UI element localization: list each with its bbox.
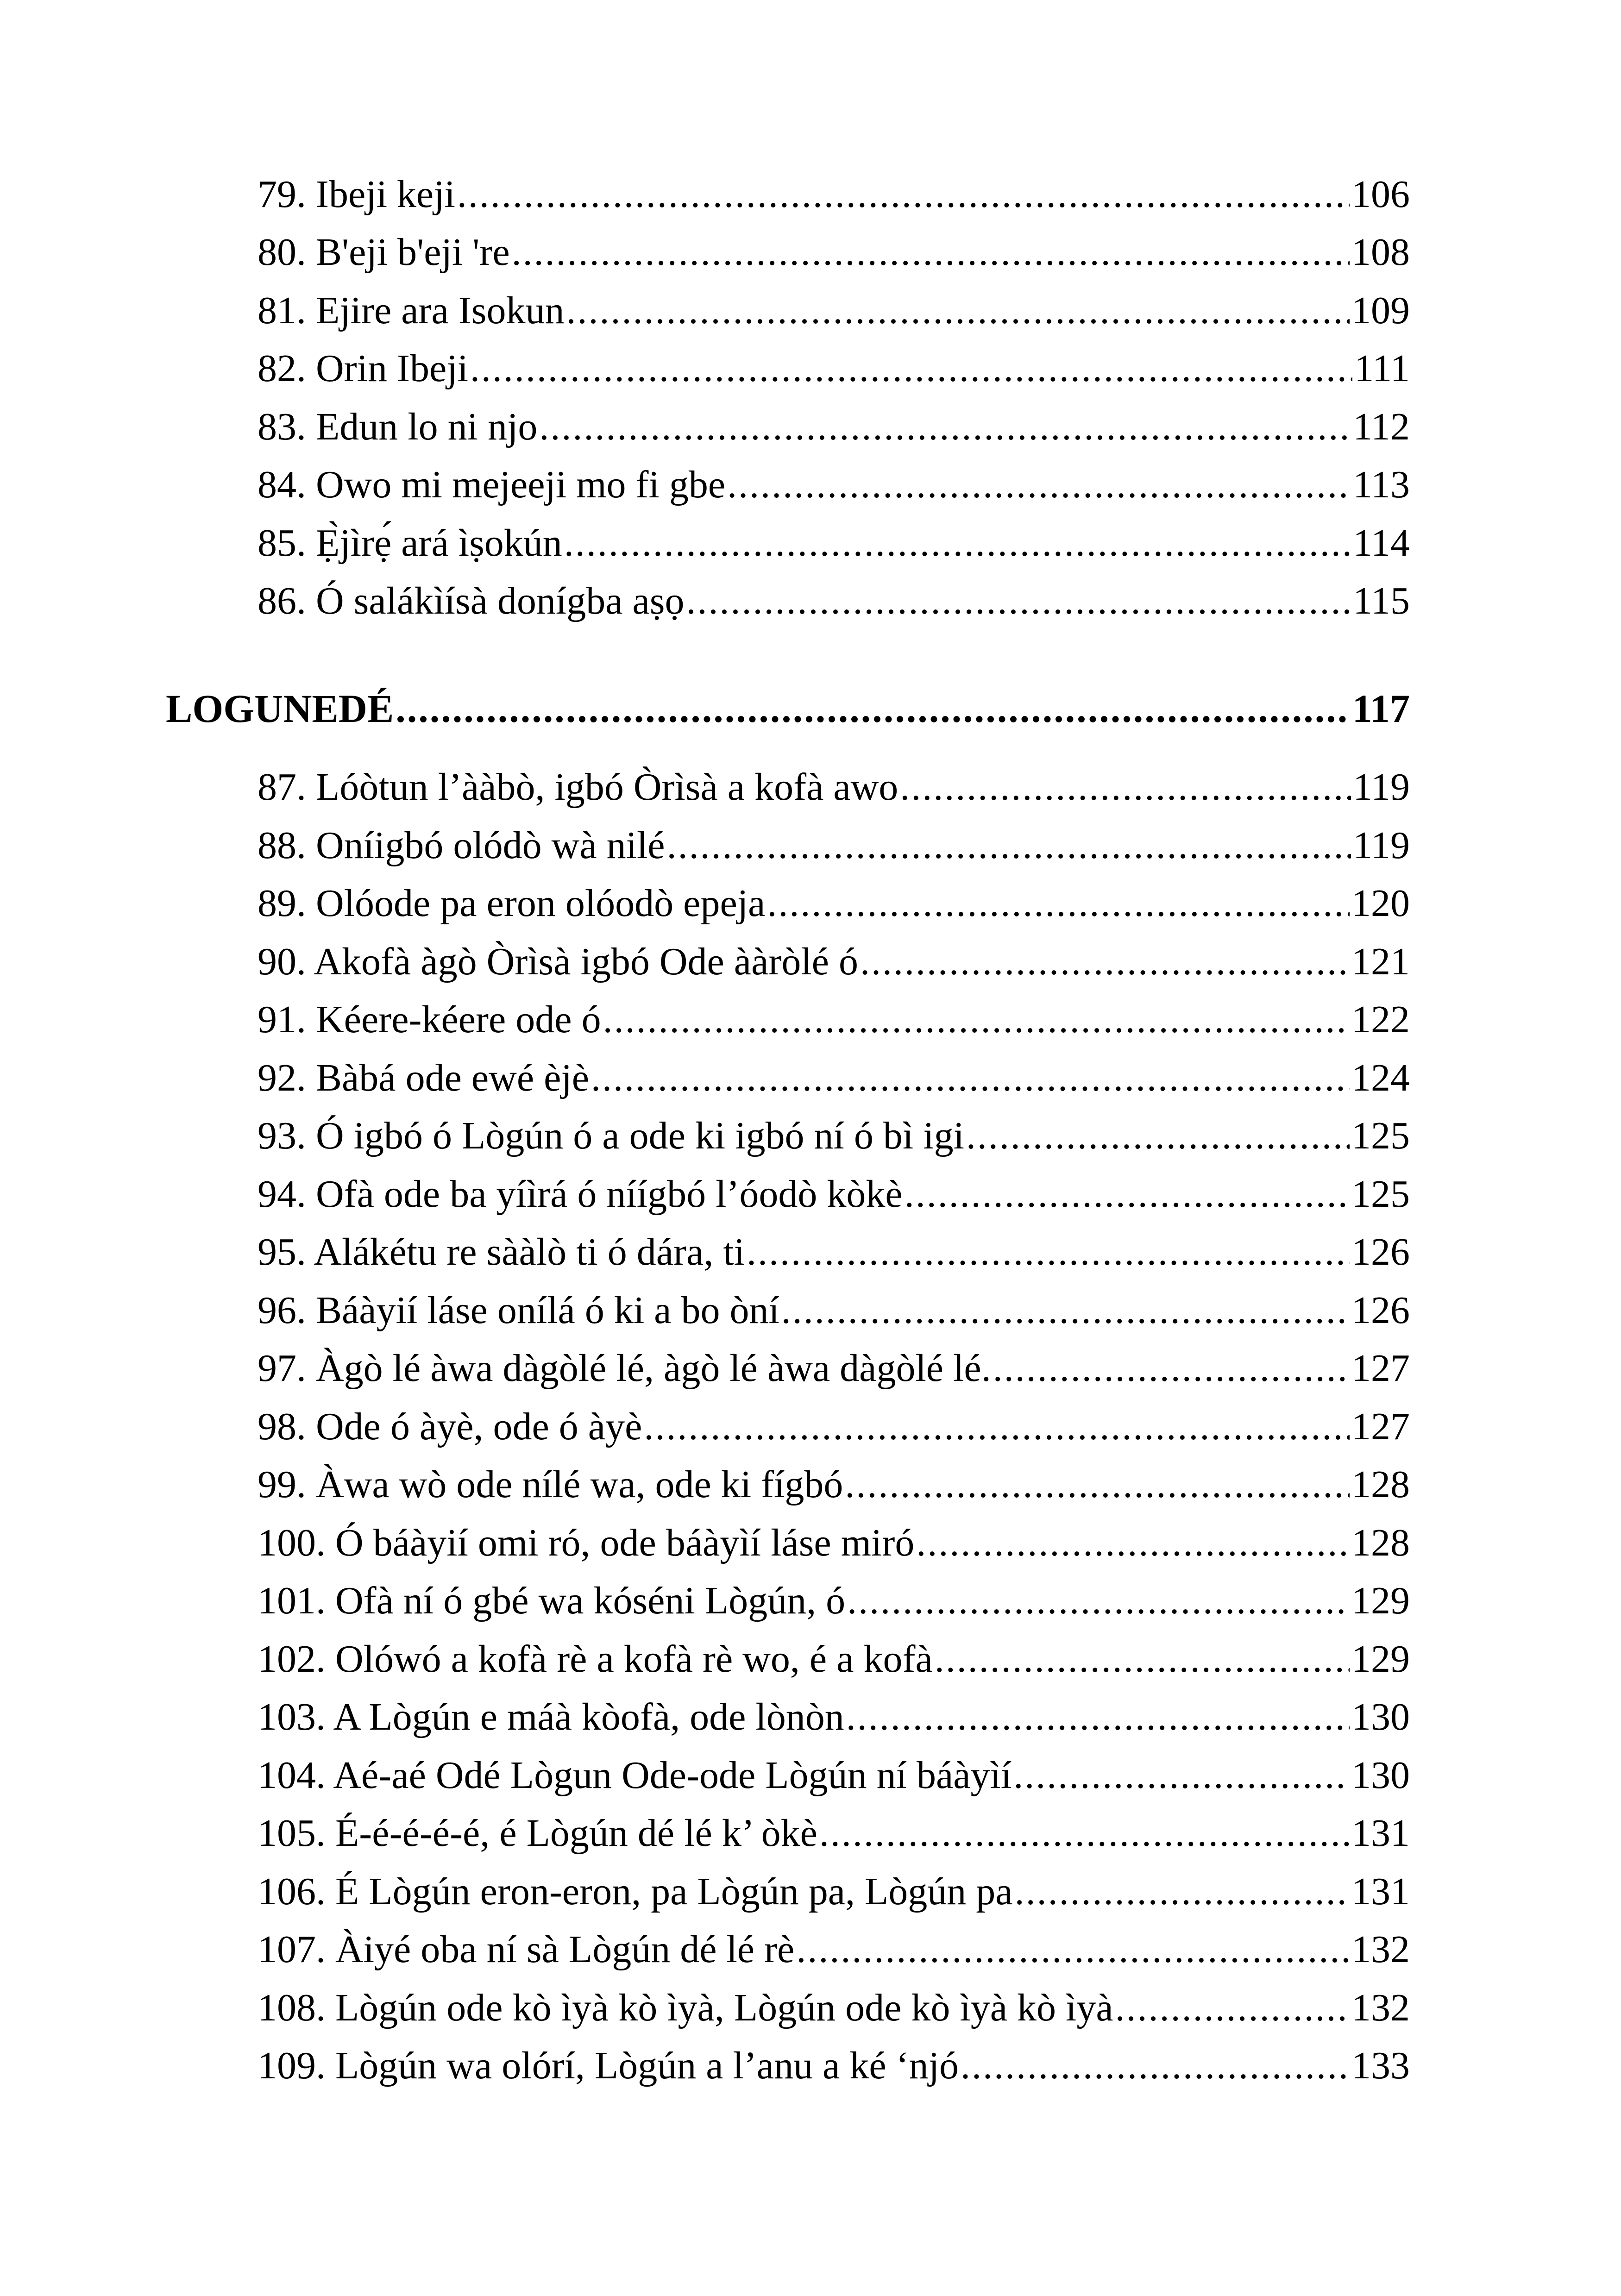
toc-dot-leader [747, 1227, 1350, 1278]
toc-entry [258, 1982, 1410, 2033]
toc-entry-page: 133 [1351, 2044, 1410, 2087]
toc-entry-title: 108. Lògún ode kò ìyà kò ìyà, Lògún ode kò ìyà kò ìyà [258, 1986, 1113, 2029]
toc-entry [258, 1227, 1410, 1278]
toc-entry-title: 94. Ofà ode ba yíìrá ó níígbó l’óodò kòkè [258, 1173, 903, 1216]
toc-entry-page: 130 [1351, 1695, 1410, 1738]
toc-entry-title: 100. Ó báàyií omi ró, ode báàyìí láse miró [258, 1521, 915, 1564]
toc-entry [258, 459, 1410, 510]
toc-entry [258, 169, 1410, 220]
toc-dot-leader [1013, 1750, 1350, 1801]
toc-entry-page: 112 [1353, 405, 1410, 448]
toc-entry-page: 130 [1351, 1754, 1410, 1797]
toc-entry-title: 98. Ode ó àyè, ode ó àyè [258, 1405, 642, 1448]
toc-entry-page: 125 [1351, 1173, 1410, 1216]
toc-entry-title: 106. É Lògún eron-eron, pa Lògún pa, Lògún pa [258, 1870, 1013, 1913]
toc-entry-page: 126 [1351, 1230, 1410, 1273]
toc-entry [258, 1924, 1410, 1975]
toc-dot-leader [819, 1808, 1350, 1859]
toc-entry-page: 127 [1351, 1405, 1410, 1448]
toc-dot-leader [512, 227, 1350, 278]
toc-dot-leader [845, 1459, 1350, 1510]
toc-entry [258, 576, 1410, 627]
toc-entry [258, 1866, 1410, 1917]
toc-entry-page: 129 [1351, 1579, 1410, 1622]
toc-entry [258, 1169, 1410, 1220]
toc-entry-page: 113 [1353, 463, 1410, 506]
toc-dot-leader [900, 762, 1351, 813]
toc-dot-leader [846, 1692, 1350, 1743]
toc-dot-leader [916, 1518, 1350, 1568]
toc-entry-title: 104. Aé-aé Odé Lògun Ode-ode Lògún ní báàyìí [258, 1754, 1012, 1797]
toc-dot-leader [781, 1285, 1350, 1336]
toc-entry [258, 1285, 1410, 1336]
toc-entry [258, 285, 1410, 336]
toc-entry-title: 80. B'eji b'eji 're [258, 231, 510, 274]
toc-dot-leader [539, 401, 1351, 452]
toc-entry-title: 96. Báàyií láse onílá ó ki a bo òní [258, 1289, 779, 1332]
toc-entry-title: 87. Lóòtun l’ààbò, igbó Òrìsà a kofà awo [258, 765, 898, 809]
toc-entry [258, 1053, 1410, 1104]
toc-entry [258, 1110, 1410, 1161]
toc-dot-leader [470, 343, 1352, 394]
toc-entry [258, 936, 1410, 987]
toc-entry [258, 227, 1410, 278]
toc-entry-title: 83. Edun lo ni njo [258, 405, 538, 448]
toc-entry-title: 85. Ẹ̀jìrẹ́ ará ìṣokún [258, 521, 562, 565]
toc-entry-title: 79. Ibeji keji [258, 173, 455, 216]
toc-dot-leader [686, 576, 1351, 627]
toc-entry [258, 1343, 1410, 1394]
toc-entry [258, 1575, 1410, 1626]
toc-dot-leader [603, 994, 1350, 1045]
toc-entry-page: 111 [1354, 347, 1410, 390]
toc-entry-page: 108 [1351, 231, 1410, 274]
toc-entry-title: 82. Orin Ibeji [258, 347, 468, 390]
toc-entry-page: 125 [1351, 1114, 1410, 1157]
toc-dot-leader [564, 518, 1351, 569]
toc-dot-leader [905, 1169, 1350, 1220]
toc-entry [258, 1750, 1410, 1801]
toc-entry-page: 106 [1351, 173, 1410, 216]
toc-dot-leader [993, 1343, 1350, 1394]
toc-entry [258, 1634, 1410, 1685]
toc-entry-title: 105. É-é-é-é-é, é Lògún dé lé k’ òkè [258, 1812, 817, 1855]
toc-dot-leader [1115, 1982, 1350, 2033]
toc-entry-page: 128 [1351, 1463, 1410, 1506]
toc-entry [258, 2040, 1410, 2091]
toc-dot-leader [667, 820, 1351, 871]
toc-entry-title: 107. Àiyé oba ní sà Lògún dé lé rè [258, 1928, 795, 1971]
toc-entry-page: 129 [1351, 1637, 1410, 1681]
toc-entry [258, 994, 1410, 1045]
toc-entry-title: 89. Olóode pa eron olóodò epeja [258, 882, 766, 925]
toc-entry-title: 86. Ó salákìísà donígba aṣọ [258, 579, 685, 622]
toc-entry-page: 114 [1353, 521, 1410, 565]
toc-dot-leader [457, 169, 1350, 220]
toc-entry [258, 1692, 1410, 1743]
toc-entry-title: 93. Ó igbó ó Lògún ó a ode ki igbó ní ó bì igi [258, 1114, 964, 1157]
toc-section-title: LOGUNEDÉ [166, 686, 394, 731]
toc-entry-title: 92. Bàbá ode ewé èjè [258, 1056, 590, 1099]
toc-entry-page: 126 [1351, 1289, 1410, 1332]
toc-entry [258, 762, 1410, 813]
toc-entry [258, 401, 1410, 452]
toc-entry-page: 132 [1351, 1986, 1410, 2029]
toc-entry-title: 95. Alákétu re sààlò ti ó dára, ti [258, 1230, 745, 1273]
toc-dot-leader [935, 1634, 1350, 1685]
toc-entry-page: 124 [1351, 1056, 1410, 1099]
toc-entry [258, 518, 1410, 569]
toc-dot-leader [767, 878, 1350, 929]
toc-dot-leader [1015, 1866, 1350, 1917]
toc-entry [258, 1808, 1410, 1859]
toc-dot-leader [396, 683, 1351, 734]
toc-entry [258, 343, 1410, 394]
toc-entry-title: 102. Olówó a kofà rè a kofà rè wo, é a kofà [258, 1637, 933, 1681]
toc-entry-page: 131 [1351, 1870, 1410, 1913]
toc-entry-page: 121 [1351, 940, 1410, 983]
toc-entry-page: 120 [1351, 882, 1410, 925]
toc-dot-leader [961, 2040, 1350, 2091]
toc-entry-page: 109 [1351, 289, 1410, 332]
toc-dot-leader [847, 1575, 1350, 1626]
toc-entry-title: 109. Lògún wa olórí, Lògún a l’anu a ké ‘njó [258, 2044, 959, 2087]
toc-entry-page: 131 [1351, 1812, 1410, 1855]
toc-dot-leader [591, 1053, 1350, 1104]
toc-dot-leader [644, 1401, 1350, 1452]
toc-entry-title: 88. Oníigbó olódò wà nilé [258, 824, 665, 867]
toc-entry-page: 128 [1351, 1521, 1410, 1564]
toc-entry-title: 84. Owo mi mejeeji mo fi gbe [258, 463, 726, 506]
toc-entry-page: 115 [1353, 579, 1410, 622]
toc-dot-leader [796, 1924, 1350, 1975]
toc-entry-page: 122 [1351, 998, 1410, 1041]
toc-entry [258, 1459, 1410, 1510]
toc-entry-title: 103. A Lògún e máà kòofà, ode lònòn [258, 1695, 844, 1738]
toc-entry-title: 90. Akofà àgò Òrìsà igbó Ode ààròlé ó [258, 940, 858, 983]
toc-entry-title: 97. Àgò lé àwa dàgòlé lé, àgò lé àwa dàgòlé lé. [258, 1347, 991, 1390]
toc-entry-page: 119 [1353, 824, 1410, 867]
toc-entry [258, 820, 1410, 871]
toc-entry-page: 127 [1351, 1347, 1410, 1390]
toc-entry-page: 132 [1351, 1928, 1410, 1971]
toc-entry-title: 91. Kéere-kéere ode ó [258, 998, 601, 1041]
toc-entry [258, 1401, 1410, 1452]
toc-entry-title: 99. Àwa wò ode nílé wa, ode ki fígbó [258, 1463, 843, 1506]
toc-dot-leader [727, 459, 1351, 510]
toc-section-heading [166, 683, 1410, 734]
toc-entry-page: 119 [1353, 765, 1410, 809]
toc-entry-title: 81. Ejire ara Isokun [258, 289, 565, 332]
toc-entry-title: 101. Ofà ní ó gbé wa kóséni Lògún, ó [258, 1579, 846, 1622]
toc-section-page: 117 [1352, 686, 1410, 731]
toc-dot-leader [860, 936, 1350, 987]
toc-dot-leader [566, 285, 1350, 336]
toc-dot-leader [966, 1110, 1350, 1161]
toc-entry [258, 1518, 1410, 1568]
toc-entry [258, 878, 1410, 929]
